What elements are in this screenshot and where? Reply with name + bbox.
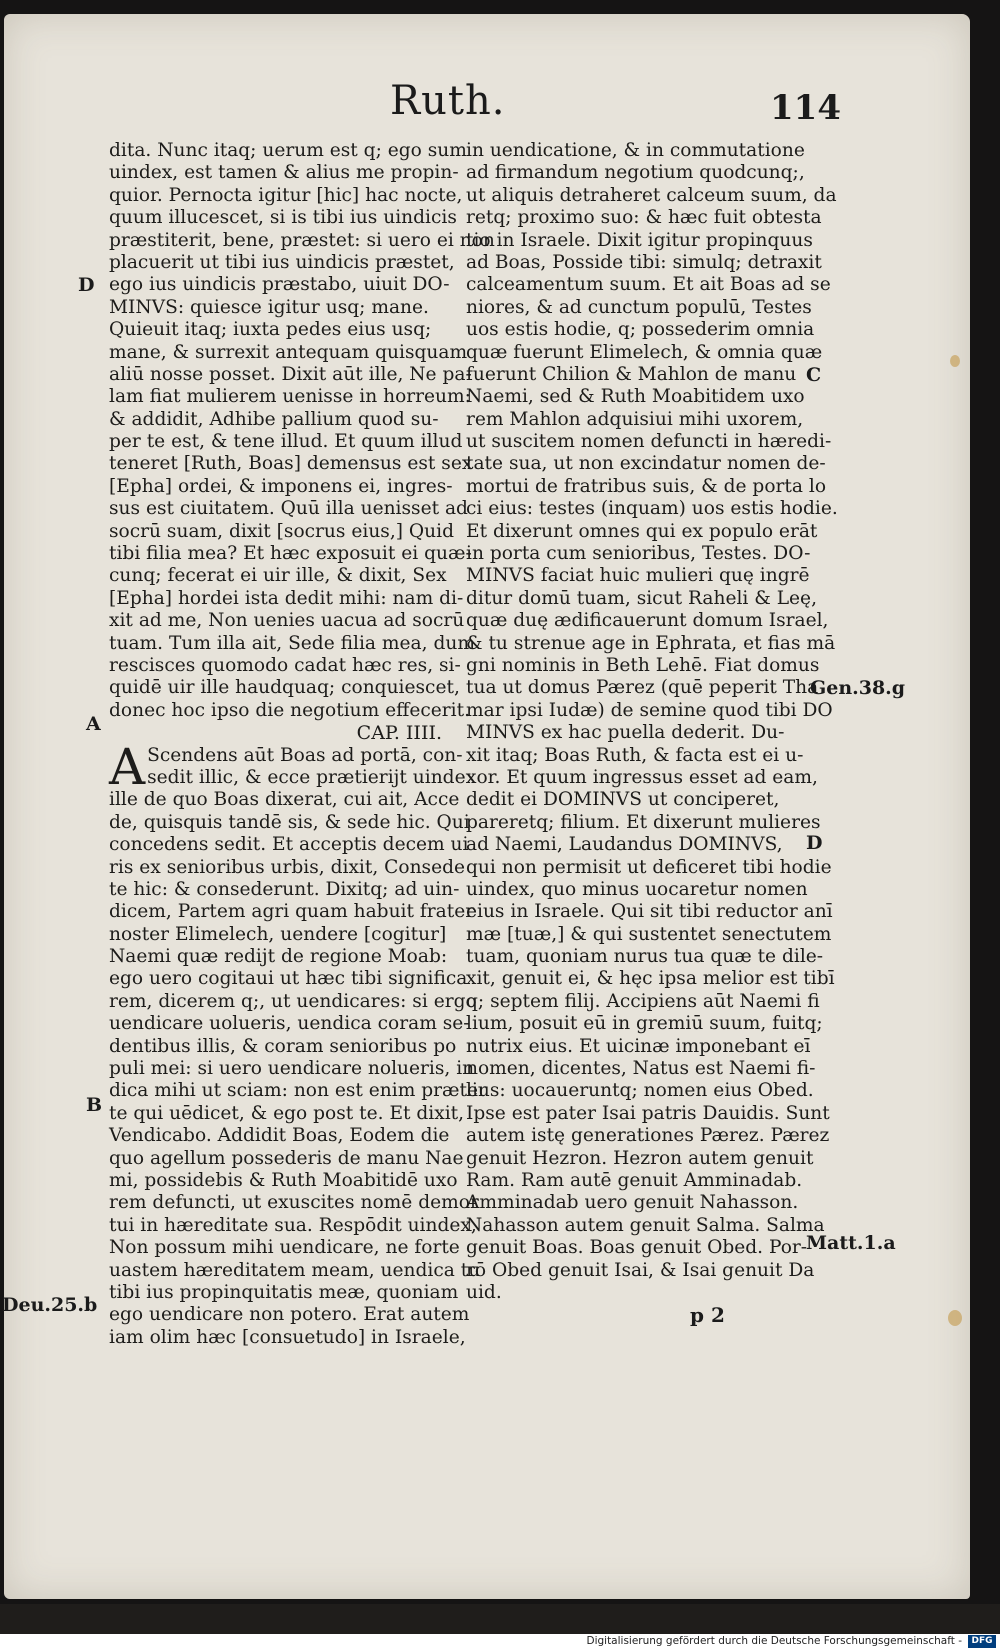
text-line: tuam. Tum illa ait, Sede filia mea, dum: [109, 632, 475, 654]
text-line: in uendicatione, & in commutatione: [466, 140, 805, 161]
text-line: mar ipsi Iudæ) de semine quod tibi DO: [466, 699, 833, 721]
text-line: xor. Et quum ingressus esset ad eam,: [466, 766, 818, 788]
text-line: rō Obed genuit Isai, & Isai genuit Da: [466, 1259, 815, 1281]
paper-stain: [950, 355, 960, 367]
chapter-heading: CAP. IIII.: [356, 722, 442, 745]
text-line: de, quisquis tandē sis, & sede hic. Qui: [109, 811, 470, 833]
text-line: ad Naemi, Laudandus DOMINVS,: [466, 834, 783, 856]
text-line: ci eius: testes (inquam) uos estis hodie.: [466, 498, 838, 520]
left-text-column: [109, 140, 495, 1349]
text-line: aliū nosse posset. Dixit aūt ille, Ne pa-: [109, 363, 472, 385]
text-line: Naemi quæ redijt de regione Moab:: [109, 946, 448, 968]
catchword: p 2: [690, 1303, 725, 1327]
text-line: niores, & ad cunctum populū, Testes: [466, 296, 812, 318]
text-line: dicem, Partem agri quam habuit frater: [109, 901, 475, 923]
text-line: noster Elimelech, uendere [cogitur]: [109, 923, 447, 945]
text-line: sedit illic, & ecce prætierijt uindex: [147, 766, 477, 788]
margin-letter-c: C: [806, 364, 822, 386]
text-line: iam olim hæc [consuetudo] in Israele,: [109, 1326, 466, 1348]
text-line: Nahasson autem genuit Salma. Salma: [466, 1214, 825, 1236]
text-line: tate sua, ut non excindatur nomen de-: [466, 453, 826, 475]
text-line: MINVS faciat huic mulieri quę ingrē: [466, 565, 810, 587]
text-line: tibi ius propinquitatis meæ, quoniam: [109, 1281, 459, 1303]
text-line: autem istę generationes Pærez. Pærez: [466, 1125, 830, 1147]
text-line: tua ut domus Pærez (quē peperit Tha: [466, 677, 819, 699]
page-number: 114: [770, 88, 841, 128]
text-line: & tu strenue age in Ephrata, et fias mā: [466, 632, 836, 654]
text-line: q; septem filij. Accipiens aūt Naemi fi: [466, 990, 820, 1012]
text-line: socrū suam, dixit [socrus eius,] Quid: [109, 520, 454, 542]
text-line: te hic: & consederunt. Dixitq; ad uin-: [109, 878, 460, 900]
text-line: dica mihi ut sciam: non est enim præter: [109, 1080, 487, 1102]
text-line: per te est, & tene illud. Et quum illud: [109, 431, 463, 453]
text-line: rescisces quomodo cadat hæc res, si-: [109, 654, 461, 676]
text-line: puli mei: si uero uendicare nolueris, in: [109, 1058, 475, 1080]
text-line: genuit Hezron. Hezron autem genuit: [466, 1147, 814, 1169]
text-line: fuerunt Chilion & Mahlon de manu: [466, 363, 797, 385]
text-line: tui in hæreditate sua. Respōdit uindex,: [109, 1214, 477, 1236]
text-line: mortui de fratribus suis, & de porta lo: [466, 475, 827, 497]
text-line: Vendicabo. Addidit Boas, Eodem die: [109, 1125, 450, 1147]
text-line: xit ad me, Non uenies uacua ad socrū: [109, 610, 465, 632]
text-line: quior. Pernocta igitur [hic] hac nocte,: [109, 184, 463, 206]
text-line: [Epha] ordei, & imponens ei, ingres-: [109, 475, 453, 497]
text-line: qui non permisit ut deficeret tibi hodie: [466, 856, 832, 878]
text-line: quæ duę ædificauerunt domum Israel,: [466, 610, 829, 632]
margin-ref-genesis: Gen.38.g: [810, 677, 906, 699]
text-line: dedit ei DOMINVS ut conciperet,: [466, 789, 780, 811]
text-line: donec hoc ipso die negotium effecerit.: [109, 699, 471, 721]
text-line: Naemi, sed & Ruth Moabitidem uxo: [466, 386, 805, 408]
text-line: tio in Israele. Dixit igitur propinquus: [466, 229, 813, 251]
text-line: MINVS: quiesce igitur usq; mane.: [109, 296, 429, 318]
text-line: quæ fuerunt Elimelech, & omnia quæ: [466, 341, 823, 363]
text-line: quo agellum possederis de manu Nae: [109, 1147, 464, 1169]
running-head: Ruth.: [390, 78, 506, 124]
text-line: dentibus illis, & coram senioribus po: [109, 1035, 457, 1057]
text-line: retq; proximo suo: & hæc fuit obtesta: [466, 207, 822, 229]
text-line: lam fiat mulierem uenisse in horreum:: [109, 386, 471, 408]
text-line: lium, posuit eū in gremiū suum, fuitq;: [466, 1013, 823, 1035]
text-line: concedens sedit. Et acceptis decem ui: [109, 834, 469, 856]
text-line: pareretq; filium. Et dixerunt mulieres: [466, 811, 821, 833]
text-line: uos estis hodie, q; possederim omnia: [466, 319, 815, 341]
text-line: cunq; fecerat ei uir ille, & dixit, Sex: [109, 565, 447, 587]
margin-letter-a: A: [86, 713, 101, 735]
text-line: ego ius uindicis præstabo, uiuit DO-: [109, 274, 450, 296]
left-column-lines: [109, 140, 495, 722]
text-line: tuam, quoniam nurus tua quæ te dile-: [466, 946, 824, 968]
text-line: Scendens aūt Boas ad portā, con-: [147, 744, 463, 766]
text-line: Quieuit itaq; iuxta pedes eius usq;: [109, 319, 432, 341]
text-line: eius in Israele. Qui sit tibi reductor anī: [466, 901, 833, 923]
text-line: xit itaq; Boas Ruth, & facta est ei u-: [466, 744, 804, 766]
text-line: ris ex senioribus urbis, dixit, Consede: [109, 856, 466, 878]
text-line: lius: uocaueruntq; nomen eius Obed.: [466, 1080, 814, 1102]
credit-text: Digitalisierung gefördert durch die Deutsche Forschungsgemeinschaft -: [586, 1635, 962, 1647]
text-line: placuerit ut tibi ius uindicis præstet,: [109, 251, 455, 273]
text-line: uendicare uolueris, uendica coram se-: [109, 1013, 470, 1035]
text-line: ad firmandum negotium quodcunq;,: [466, 162, 805, 184]
credit-bar: [0, 1634, 1000, 1649]
text-line: ad Boas, Posside tibi: simulq; detraxit: [466, 251, 822, 273]
text-line: dita. Nunc itaq; uerum est q; ego sum: [109, 140, 467, 161]
text-line: uindex, quo minus uocaretur nomen: [466, 878, 808, 900]
text-line: ut aliquis detraheret calceum suum, da: [466, 184, 837, 206]
paper-stain: [948, 1310, 962, 1326]
text-line: ego uendicare non potero. Erat autem: [109, 1304, 470, 1326]
text-line: ut suscitem nomen defuncti in hæredi-: [466, 431, 832, 453]
text-line: Ram. Ram autē genuit Amminadab.: [466, 1169, 803, 1191]
text-line: te qui uēdicet, & ego post te. Et dixit,: [109, 1102, 465, 1124]
text-line: ego uero cogitaui ut hæc tibi significa: [109, 968, 468, 990]
text-line: uastem hæreditatem meam, uendica tu: [109, 1259, 481, 1281]
drop-cap: A: [109, 737, 146, 796]
margin-ref-deuteronomy: Deu.25.b: [2, 1294, 98, 1316]
text-line: calceamentum suum. Et ait Boas ad se: [466, 274, 831, 296]
scan-bottom-border: [0, 1604, 1000, 1634]
text-line: Non possum mihi uendicare, ne forte: [109, 1237, 460, 1259]
text-line: sus est ciuitatem. Quū illa uenisset ad: [109, 498, 468, 520]
text-line: xit, genuit ei, & hęc ipsa melior est tibī: [466, 968, 835, 990]
text-line: in porta cum senioribus, Testes. DO-: [466, 543, 811, 565]
margin-letter-d-right: D: [806, 832, 823, 854]
text-line: uid.: [466, 1281, 502, 1303]
text-line: rem, dicerem q;, ut uendicares: si ergo: [109, 990, 477, 1012]
text-line: Ipse est pater Isai patris Dauidis. Sunt: [466, 1102, 830, 1124]
margin-letter-d: D: [78, 274, 95, 296]
text-line: rem defuncti, ut exuscites nomē demor: [109, 1192, 479, 1214]
text-line: & addidit, Adhibe pallium quod su-: [109, 408, 439, 430]
right-text-column: [466, 140, 838, 1304]
text-line: mane, & surrexit antequam quisquam: [109, 341, 468, 363]
text-line: nomen, dicentes, Natus est Naemi fi-: [466, 1058, 816, 1080]
text-line: rem Mahlon adquisiui mihi uxorem,: [466, 408, 804, 430]
text-line: [Epha] hordei ista dedit mihi: nam di-: [109, 587, 464, 609]
text-line: MINVS ex hac puella dederit. Du-: [466, 722, 785, 744]
text-line: ditur domū tuam, sicut Raheli & Leę,: [466, 587, 817, 609]
margin-letter-b: B: [86, 1094, 103, 1116]
text-line: mi, possidebis & Ruth Moabitidē uxo: [109, 1169, 458, 1191]
dfg-logo: DFG: [968, 1635, 996, 1648]
text-line: ille de quo Boas dixerat, cui ait, Acce: [109, 789, 460, 811]
right-column-lines: [466, 140, 838, 1304]
text-line: mæ [tuæ,] & qui sustentet senectutem: [466, 923, 832, 945]
text-line: genuit Boas. Boas genuit Obed. Por-: [466, 1237, 808, 1259]
text-line: præstiterit, bene, præstet: si uero ei non: [109, 229, 495, 251]
text-line: Et dixerunt omnes qui ex populo erāt: [466, 520, 818, 542]
text-line: Amminadab uero genuit Nahasson.: [466, 1192, 799, 1214]
text-line: tibi filia mea? Et hæc exposuit ei quæ-: [109, 543, 472, 565]
margin-ref-matthew: Matt.1.a: [806, 1232, 896, 1254]
text-line: teneret [Ruth, Boas] demensus est sex: [109, 453, 473, 475]
text-line: nutrix eius. Et uicinæ imponebant eī: [466, 1035, 811, 1057]
text-line: uindex, est tamen & alius me propin-: [109, 162, 459, 184]
text-line: quum illucescet, si is tibi ius uindicis: [109, 207, 457, 229]
text-line: quidē uir ille haudquaq; conquiescet,: [109, 677, 460, 699]
text-line: gni nominis in Beth Lehē. Fiat domus: [466, 654, 820, 676]
